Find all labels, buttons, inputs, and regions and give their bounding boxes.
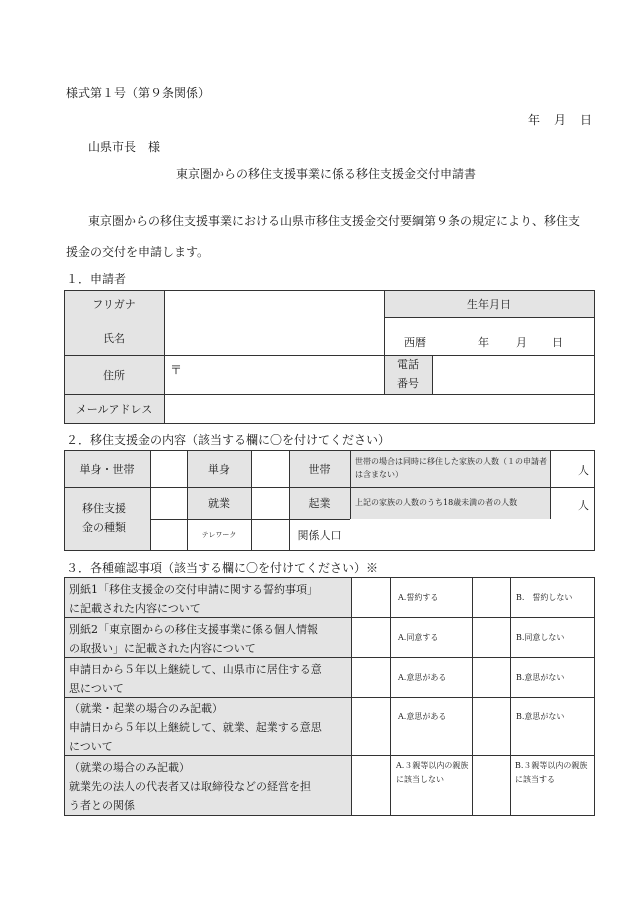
minors-note: 上記の家族の人数のうち18歳未満の者の人数 (355, 497, 518, 507)
related-population-checkbox[interactable] (252, 520, 289, 550)
household-count-input[interactable] (551, 451, 581, 486)
confirm-row1-text-line1: 別紙1「移住支援金の交付申請に関する誓約事項」 (69, 583, 318, 596)
phone-label-line2: 番号 (397, 377, 419, 390)
addressee: 山県市長 様 (88, 140, 161, 154)
confirm-row2-b-checkbox[interactable] (473, 618, 510, 657)
address-label: 住所 (103, 368, 125, 382)
household-note: 世帯の場合は同時に移住した家族の人数（１の申請者は含まない） (355, 457, 547, 479)
person-unit-2: 人 (578, 499, 589, 512)
startup-checkbox[interactable] (252, 488, 289, 519)
household-checkbox[interactable] (252, 451, 289, 486)
confirm-row4-text-line1: （就業・起業の場合のみ記載） (69, 702, 223, 715)
confirm-row1-a-checkbox[interactable] (352, 578, 390, 617)
confirm-row4-option-a: A.意思がある (398, 711, 447, 721)
confirm-row2-text-line1: 別紙2「東京圏からの移住支援事業に係る個人情報 (69, 623, 318, 636)
confirm-row2-option-a: A.同意する (398, 632, 439, 642)
single-checkbox[interactable] (151, 451, 187, 486)
name-label: 氏名 (103, 332, 125, 345)
form-number: 様式第１号（第９条関係） (66, 86, 211, 100)
phone-label-line1: 電話 (397, 358, 419, 371)
name-input[interactable] (165, 318, 384, 354)
confirm-row4-text-line3: について (69, 740, 113, 753)
month-label: 月 (516, 336, 527, 349)
confirm-row4-text-line2: 申請日から５年以上継続して、就業、起業する意思 (69, 721, 322, 734)
intro-text-line1: 東京圏からの移住支援事業における山県市移住支援金交付要綱第９条の規定により、移住支 (88, 214, 581, 228)
page-title: 東京圏からの移住支援事業に係る移住支援金交付申請書 (176, 167, 477, 181)
confirm-row3-option-b: B.意思がない (516, 672, 565, 682)
employment-label: 就業 (208, 497, 230, 510)
address-input[interactable] (185, 357, 382, 392)
related-population-label: 関係人口 (297, 529, 342, 542)
section3-heading: ３．各種確認事項（該当する欄に〇を付けてください）※ (66, 561, 379, 575)
confirm-row1-option-a: A.誓約する (398, 592, 439, 602)
confirm-row2-a-checkbox[interactable] (352, 618, 390, 657)
confirm-row2-option-b: B.同意しない (516, 632, 565, 642)
household-label: 世帯 (308, 462, 331, 476)
day-label: 日 (552, 336, 563, 349)
date-label: 年 月 日 (528, 113, 594, 127)
confirm-row4-a-checkbox[interactable] (352, 698, 390, 755)
birthdate-input[interactable] (434, 320, 592, 352)
support-type-label-line2: 金の種類 (82, 521, 126, 534)
furigana-input[interactable] (165, 291, 384, 315)
confirm-row5-text-line1: （就業の場合のみ記載） (69, 761, 190, 774)
startup-label: 起業 (308, 497, 331, 510)
confirm-row1-b-checkbox[interactable] (473, 578, 510, 617)
postal-mark: 〒 (170, 363, 183, 377)
phone-input[interactable] (433, 356, 593, 393)
person-unit-1: 人 (578, 464, 589, 477)
employment-checkbox[interactable] (151, 488, 187, 519)
confirm-row5-a-checkbox[interactable] (352, 756, 390, 815)
confirm-row5-option-b: B.３親等以内の親族に該当する (515, 761, 588, 784)
email-input[interactable] (165, 395, 593, 423)
section2-heading: ２．移住支援金の内容（該当する欄に〇を付けてください） (66, 433, 391, 447)
confirm-row4-b-checkbox[interactable] (473, 698, 510, 755)
birthdate-label: 生年月日 (467, 297, 511, 311)
single-label: 単身 (208, 462, 230, 476)
furigana-label: フリガナ (92, 298, 136, 311)
confirm-row4-option-b: B.意思がない (516, 711, 565, 721)
confirm-row5-b-checkbox[interactable] (473, 756, 510, 815)
telework-checkbox[interactable] (151, 520, 187, 550)
era-label: 西暦 (404, 336, 426, 349)
confirm-row5-text-line2: 就業先の法人の代表者又は取締役などの経営を担 (69, 780, 311, 793)
section1-heading: １．申請者 (66, 272, 127, 286)
confirm-row3-text-line1: 申請日から５年以上継続して、山県市に居住する意 (69, 663, 322, 676)
confirm-row1-option-b: B. 誓約しない (516, 592, 573, 602)
confirm-row3-b-checkbox[interactable] (473, 658, 510, 697)
year-label: 年 (478, 336, 489, 349)
confirm-row3-text-line2: 思について (69, 682, 124, 695)
confirm-row5-text-line3: う者との関係 (69, 799, 135, 812)
telework-label: テレワーク (201, 531, 237, 539)
single-household-label: 単身・世帯 (79, 462, 135, 476)
support-type-label-line1: 移住支援 (82, 502, 126, 515)
minors-count-input[interactable] (551, 488, 581, 519)
email-label: メールアドレス (75, 403, 153, 416)
confirm-row3-option-a: A.意思がある (398, 672, 447, 682)
intro-text-line2: 援金の交付を申請します。 (66, 245, 210, 259)
confirm-row1-text-line2: に記載された内容について (69, 602, 201, 615)
confirm-row2-text-line2: の取扱い」に記載された内容について (69, 642, 256, 655)
confirm-row3-a-checkbox[interactable] (352, 658, 390, 697)
confirm-row5-option-a: A.３親等以内の親族に該当しない (396, 761, 469, 784)
